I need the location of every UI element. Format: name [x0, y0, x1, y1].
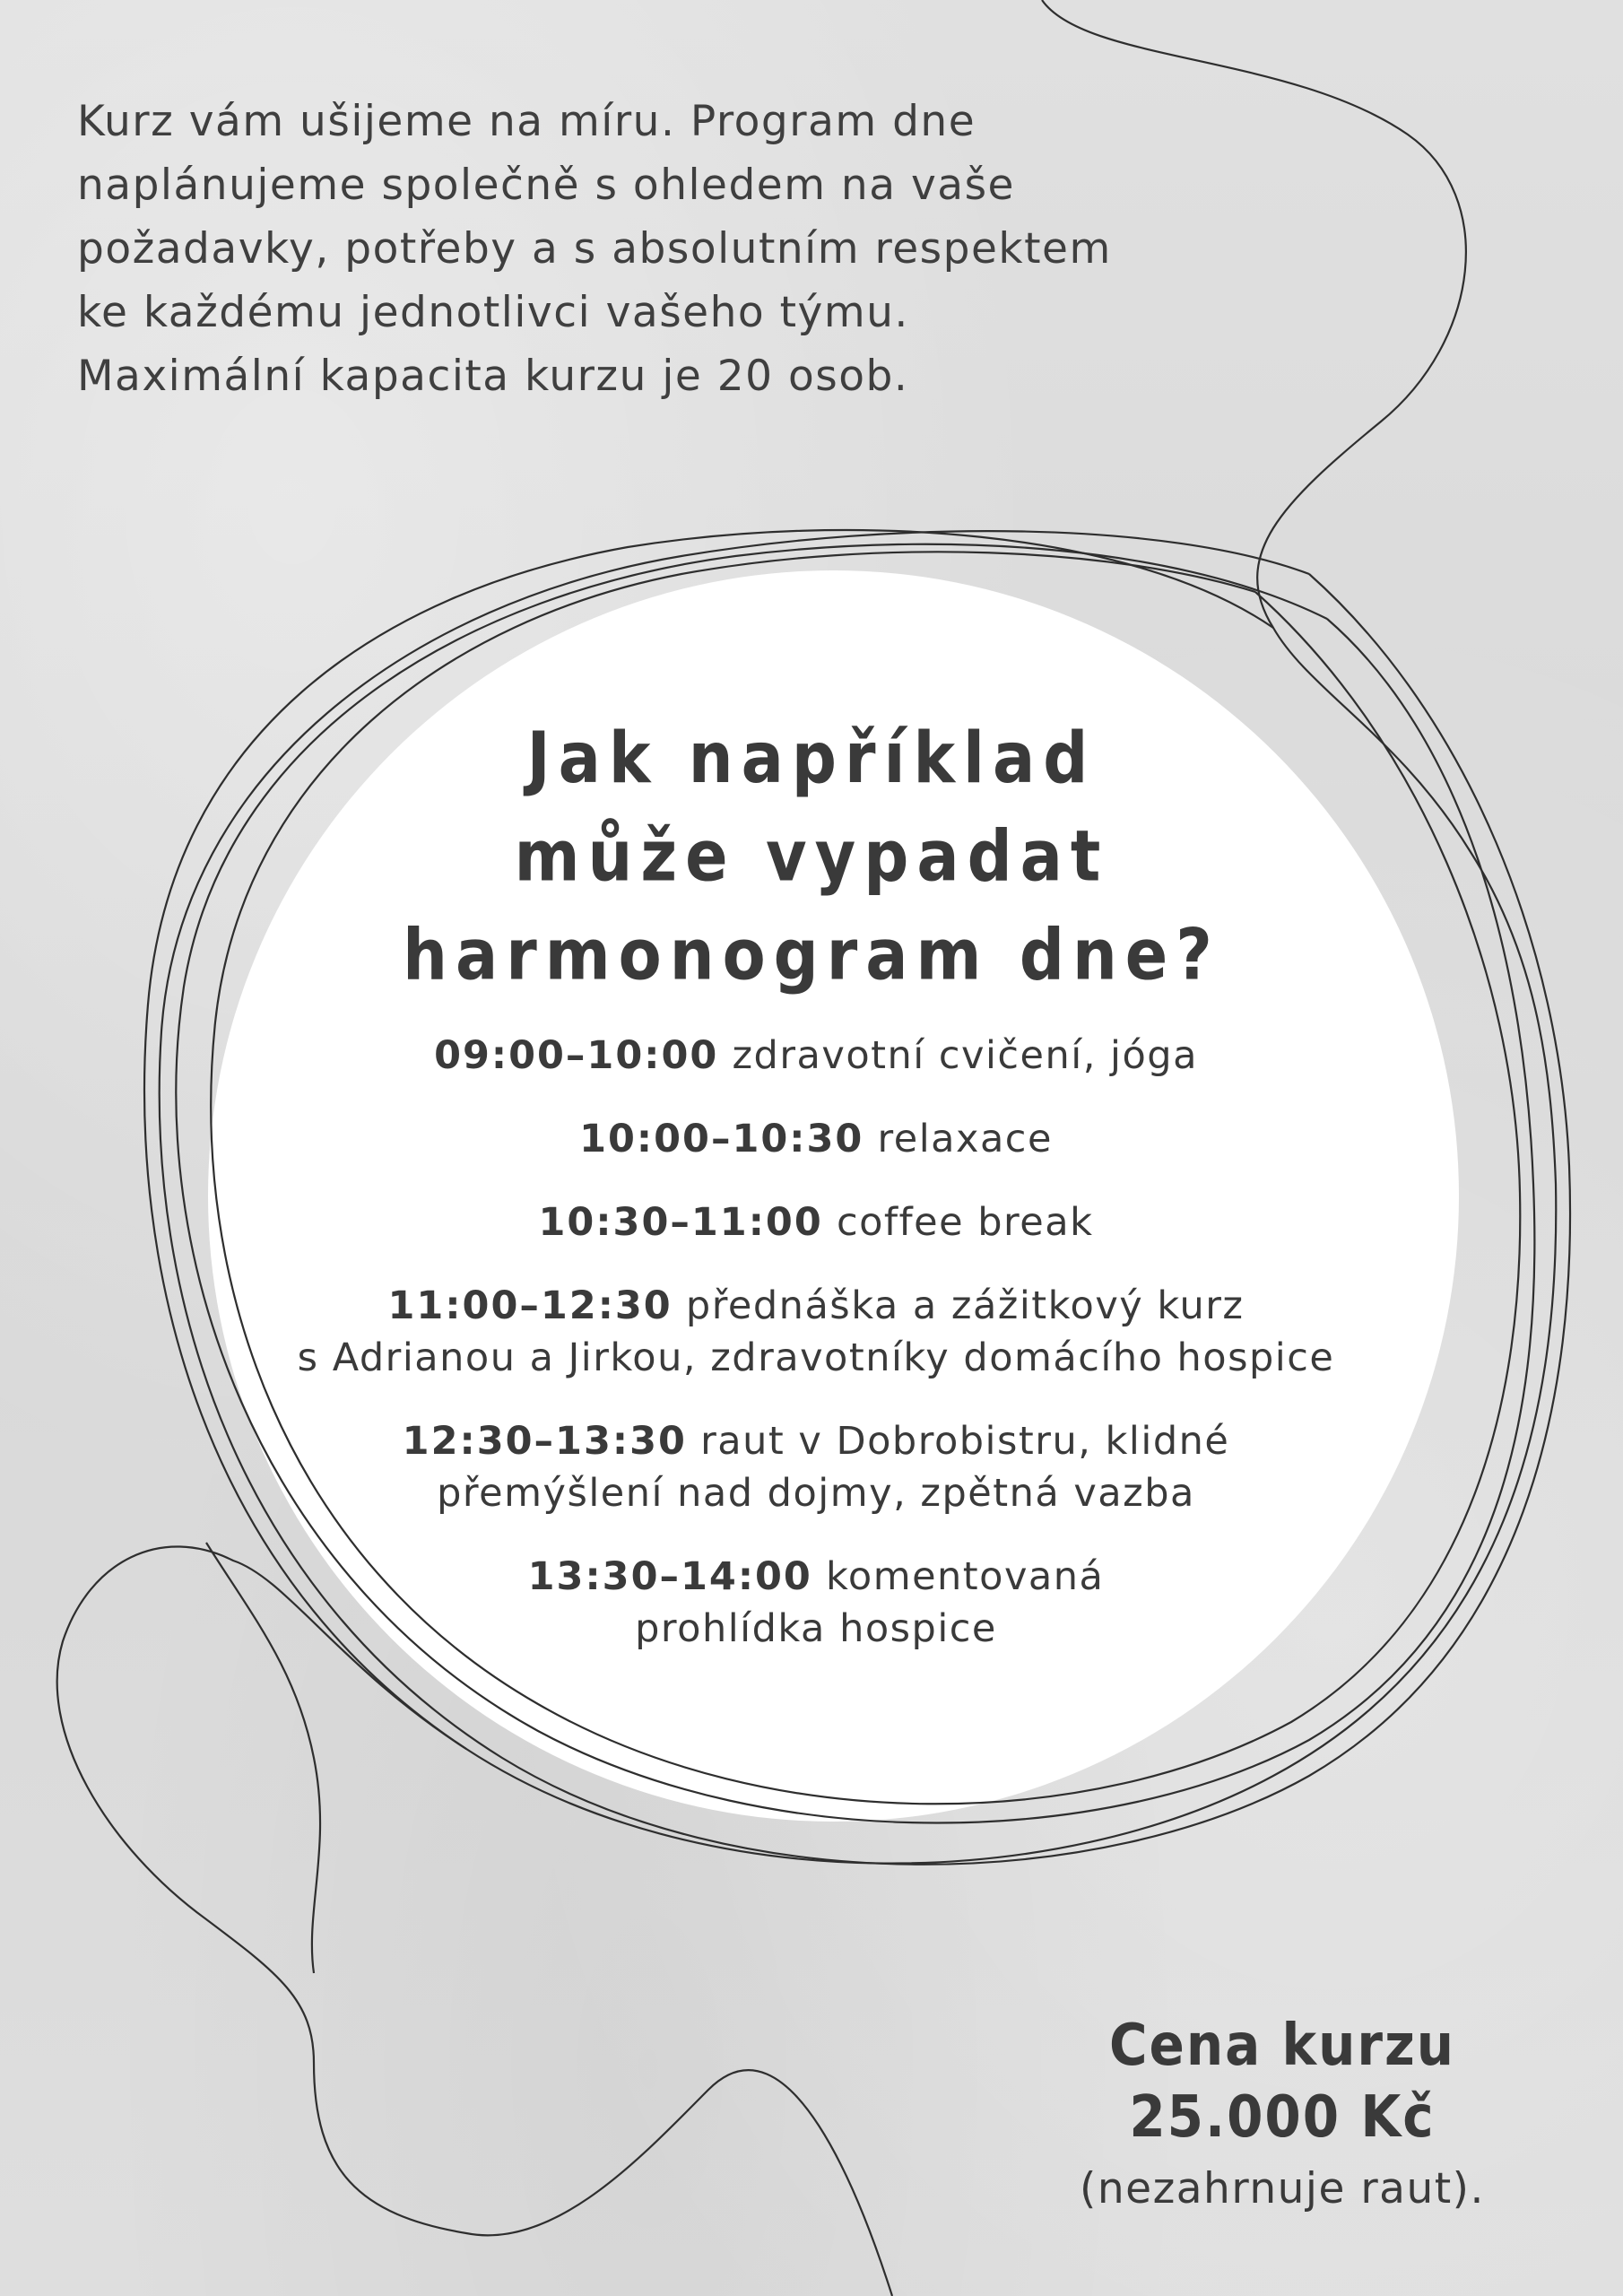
heading-line: harmonogram dne?: [403, 913, 1220, 996]
schedule-time: 09:00–10:00: [434, 1033, 719, 1078]
schedule-activity-continued: prohlídka hospice: [635, 1606, 997, 1651]
schedule-item: [233, 1113, 1399, 1165]
schedule-activity: relaxace: [877, 1117, 1053, 1161]
schedule-time: 10:00–10:30: [579, 1117, 864, 1161]
price-note: (nezahrnuje raut).: [1080, 2164, 1485, 2213]
intro-paragraph: [77, 90, 1243, 408]
schedule-activity: přednáška a zážitkový kurz: [685, 1283, 1245, 1328]
heading-line: Jak například: [526, 716, 1097, 799]
intro-line: ke každému jednotlivci vašeho týmu.: [77, 288, 909, 337]
schedule-activity-continued: s Adrianou a Jirkou, zdravotníky domácího hospice: [297, 1335, 1335, 1380]
intro-line: požadavky, potřeby a s absolutním respektem: [77, 224, 1112, 274]
schedule-item: [233, 1030, 1399, 1082]
schedule-time: 13:30–14:00: [527, 1554, 812, 1599]
intro-line: naplánujeme společně s ohledem na vaše: [77, 161, 1015, 210]
schedule-item: [233, 1280, 1399, 1384]
heading-line: může vypadat: [514, 814, 1109, 898]
schedule-time: 10:30–11:00: [538, 1200, 823, 1245]
schedule-activity-continued: přemýšlení nad dojmy, zpětná vazba: [437, 1471, 1195, 1516]
price-amount: 25.000 Kč: [1129, 2083, 1436, 2151]
schedule-time: 12:30–13:30: [402, 1419, 687, 1464]
schedule-item: [233, 1551, 1399, 1655]
schedule-activity: raut v Dobrobistru, klidné: [700, 1419, 1230, 1464]
schedule-activity: coffee break: [836, 1200, 1094, 1245]
intro-line: Kurz vám ušijeme na míru. Program dne: [77, 97, 976, 146]
schedule-item: [233, 1196, 1399, 1248]
schedule-item: [233, 1415, 1399, 1519]
schedule-time: 11:00–12:30: [387, 1283, 673, 1328]
intro-line: Maximální kapacita kurzu je 20 osob.: [77, 352, 909, 401]
schedule-list: [233, 1030, 1399, 1686]
price-title: Cena kurzu: [1108, 2011, 1456, 2079]
schedule-activity: komentovaná: [826, 1554, 1105, 1599]
price-block: [1058, 2009, 1506, 2219]
schedule-heading: [363, 709, 1260, 1004]
schedule-activity: zdravotní cvičení, jóga: [732, 1033, 1198, 1078]
